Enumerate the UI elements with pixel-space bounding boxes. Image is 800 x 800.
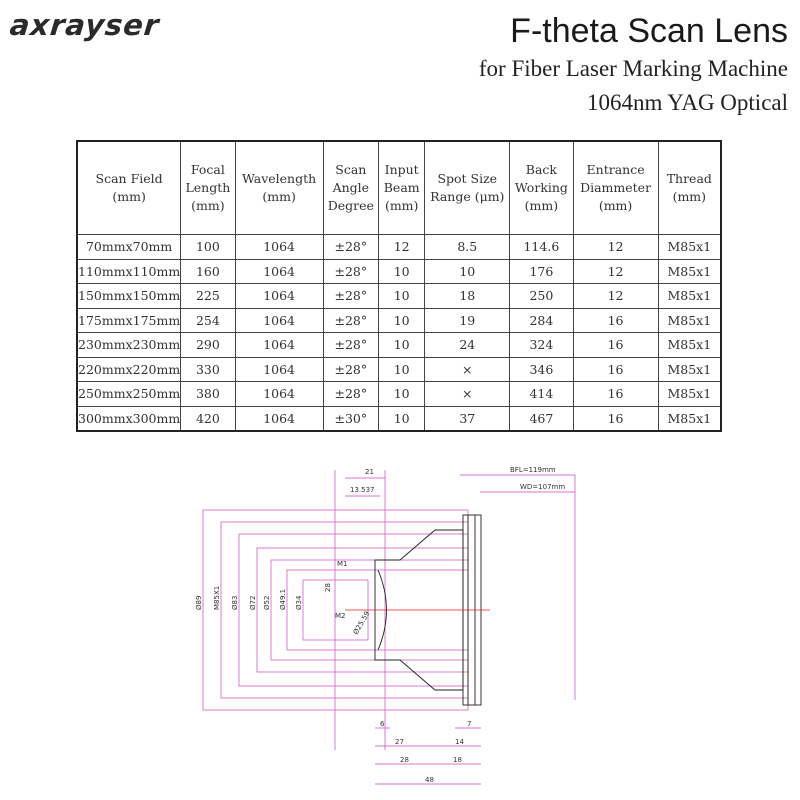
- table-cell: ±28°: [323, 235, 378, 260]
- table-cell: 16: [573, 382, 658, 407]
- table-row: [77, 382, 721, 407]
- table-row: [77, 333, 721, 358]
- table-cell: 230mmx230mm: [77, 333, 181, 358]
- dim-label-wd: WD=107mm: [520, 483, 566, 491]
- lens-technical-drawing: [185, 460, 605, 790]
- page-subtitle: for Fiber Laser Marking Machine: [478, 56, 788, 81]
- table-cell: 330: [181, 357, 235, 382]
- table-cell: 176: [510, 259, 573, 284]
- dim-label-83: Ø83: [231, 595, 239, 610]
- table-cell: 1064: [235, 333, 323, 358]
- table-cell: ±28°: [323, 284, 378, 309]
- dim-label-89: Ø89: [195, 595, 203, 610]
- table-row: [77, 406, 721, 431]
- table-cell: 300mmx300mm: [77, 406, 181, 431]
- header-scan-field: Scan Field (mm): [77, 141, 181, 235]
- table-cell: 18: [425, 284, 510, 309]
- table-cell: 10: [379, 333, 425, 358]
- dim-label-18: 18: [453, 756, 462, 764]
- table-cell: M85x1: [658, 259, 721, 284]
- dim-label-27: 27: [395, 738, 404, 746]
- table-cell: 420: [181, 406, 235, 431]
- table-cell: 110mmx110mm: [77, 259, 181, 284]
- spec-table: [76, 140, 722, 432]
- table-cell: 1064: [235, 308, 323, 333]
- label-m1: M1: [337, 560, 348, 568]
- dim-label-7: 7: [467, 720, 472, 728]
- table-cell: ±30°: [323, 406, 378, 431]
- table-cell: 16: [573, 308, 658, 333]
- header-back-working: Back Working (mm): [510, 141, 573, 235]
- table-cell: M85x1: [658, 284, 721, 309]
- table-cell: 290: [181, 333, 235, 358]
- table-cell: M85x1: [658, 357, 721, 382]
- table-cell: 37: [425, 406, 510, 431]
- table-cell: 114.6: [510, 235, 573, 260]
- table-cell: 10: [379, 382, 425, 407]
- table-cell: M85x1: [658, 382, 721, 407]
- table-cell: 1064: [235, 382, 323, 407]
- table-cell: M85x1: [658, 308, 721, 333]
- table-cell: 1064: [235, 357, 323, 382]
- page-subtitle-optical: 1064nm YAG Optical: [586, 90, 788, 115]
- table-cell: 220mmx220mm: [77, 357, 181, 382]
- dim-label-2559: Ø25.59: [351, 609, 372, 636]
- table-cell: ±28°: [323, 382, 378, 407]
- table-row: [77, 284, 721, 309]
- table-cell: 324: [510, 333, 573, 358]
- header-input-beam: Input Beam (mm): [379, 141, 425, 235]
- table-cell: ±28°: [323, 259, 378, 284]
- dim-label-21: 21: [365, 468, 374, 476]
- table-cell: 12: [573, 259, 658, 284]
- table-cell: 380: [181, 382, 235, 407]
- dim-label-491: Ø49.1: [279, 588, 287, 610]
- header-scan-angle: Scan Angle Degree: [323, 141, 378, 235]
- table-cell: 12: [573, 284, 658, 309]
- table-cell: M85x1: [658, 406, 721, 431]
- table-cell: 250mmx250mm: [77, 382, 181, 407]
- dim-label-28: 28: [324, 583, 332, 592]
- table-cell: 254: [181, 308, 235, 333]
- brand-logo: axrayser: [8, 8, 162, 42]
- table-cell: M85x1: [658, 235, 721, 260]
- dim-label-52: Ø52: [263, 595, 271, 610]
- dim-label-28b: 28: [400, 756, 409, 764]
- header-thread: Thread (mm): [658, 141, 721, 235]
- dim-label-6: 6: [380, 720, 385, 728]
- table-cell: 24: [425, 333, 510, 358]
- table-cell: 12: [379, 235, 425, 260]
- header-wavelength: Wavelength (mm): [235, 141, 323, 235]
- table-cell: 10: [379, 259, 425, 284]
- table-cell: 16: [573, 333, 658, 358]
- table-cell: 1064: [235, 406, 323, 431]
- table-cell: 10: [379, 406, 425, 431]
- table-cell: 8.5: [425, 235, 510, 260]
- table-cell: 250: [510, 284, 573, 309]
- table-row: [77, 308, 721, 333]
- table-cell: 19: [425, 308, 510, 333]
- table-cell: 1064: [235, 259, 323, 284]
- table-header-row: [77, 141, 721, 235]
- table-cell: 100: [181, 235, 235, 260]
- dim-label-14: 14: [455, 738, 464, 746]
- table-cell: 467: [510, 406, 573, 431]
- dim-label-34: Ø34: [295, 595, 303, 610]
- table-cell: 10: [379, 284, 425, 309]
- table-cell: ±28°: [323, 308, 378, 333]
- table-cell: ×: [425, 357, 510, 382]
- table-cell: 10: [379, 308, 425, 333]
- table-cell: 150mmx150mm: [77, 284, 181, 309]
- table-cell: 10: [425, 259, 510, 284]
- dim-label-72: Ø72: [249, 595, 257, 610]
- dim-label-48: 48: [425, 776, 434, 784]
- dim-label-bfl: BFL=119mm: [510, 466, 556, 474]
- table-cell: 284: [510, 308, 573, 333]
- table-cell: 70mmx70mm: [77, 235, 181, 260]
- table-row: [77, 235, 721, 260]
- table-cell: 12: [573, 235, 658, 260]
- dim-label-13537: 13.537: [350, 486, 375, 494]
- table-cell: 1064: [235, 284, 323, 309]
- table-row: [77, 357, 721, 382]
- table-cell: 10: [379, 357, 425, 382]
- table-cell: ±28°: [323, 357, 378, 382]
- table-cell: M85x1: [658, 333, 721, 358]
- page-title: F-theta Scan Lens: [510, 12, 788, 50]
- table-row: [77, 259, 721, 284]
- table-cell: 16: [573, 406, 658, 431]
- table-cell: 175mmx175mm: [77, 308, 181, 333]
- table-cell: 160: [181, 259, 235, 284]
- table-cell: 414: [510, 382, 573, 407]
- table-cell: ×: [425, 382, 510, 407]
- header-entrance-diameter: Entrance Diammeter (mm): [573, 141, 658, 235]
- dim-label-m85: M85X1: [213, 585, 221, 610]
- table-cell: 1064: [235, 235, 323, 260]
- table-cell: ±28°: [323, 333, 378, 358]
- table-cell: 346: [510, 357, 573, 382]
- header-focal-length: Focal Length (mm): [181, 141, 235, 235]
- table-cell: 225: [181, 284, 235, 309]
- header-spot-size: Spot Size Range (μm): [425, 141, 510, 235]
- label-m2: M2: [335, 612, 346, 620]
- table-cell: 16: [573, 357, 658, 382]
